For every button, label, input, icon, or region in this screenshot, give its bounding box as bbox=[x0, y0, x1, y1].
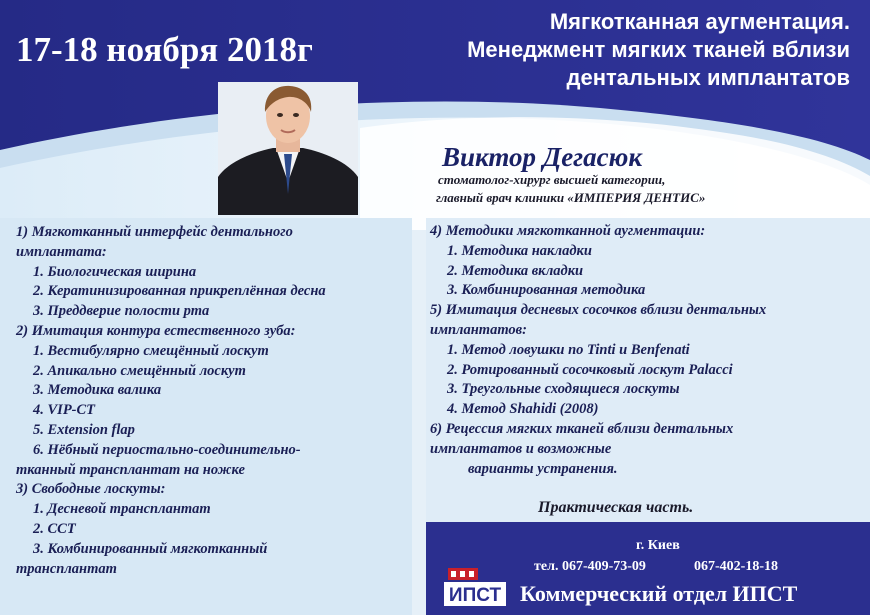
program-item: 2. Методика вкладки bbox=[447, 262, 584, 279]
program-item: варианты устранения. bbox=[468, 460, 618, 477]
program-item: 1) Мягкотканный интерфейс дентального bbox=[16, 224, 293, 240]
program-item: 6) Рецессия мягких тканей вблизи дентальных bbox=[430, 420, 734, 437]
contact-panel bbox=[426, 522, 870, 615]
program-item: 3. Методика валика bbox=[33, 382, 162, 399]
program-item: 2. CCT bbox=[33, 520, 76, 537]
contact-phone-1: тел. 067-409-73-09 bbox=[534, 559, 646, 574]
speaker-role-line: главный врач клиники «ИМПЕРИЯ ДЕНТИС» bbox=[436, 190, 706, 205]
program-item: трансплантат bbox=[16, 560, 117, 577]
program-item: имплантата: bbox=[16, 243, 107, 260]
speaker-photo bbox=[218, 82, 358, 215]
event-date: 17-18 ноября 2018г bbox=[16, 30, 313, 69]
program-item: 3. Комбинированная методика bbox=[447, 282, 646, 299]
program-item: 3) Свободные лоскуты: bbox=[16, 481, 166, 498]
program-item: имплантатов и возможные bbox=[430, 440, 612, 457]
speaker-name: Виктор Дегасюк bbox=[442, 142, 643, 172]
program-item: 2. Кератинизированная прикреплённая десна bbox=[33, 283, 326, 300]
title-line: Мягкотканная аугментация. bbox=[549, 9, 850, 34]
program-right bbox=[430, 222, 766, 479]
program-item: 1. Биологическая ширина bbox=[33, 263, 197, 280]
program-item: 1. Вестибулярно смещённый лоскут bbox=[33, 342, 269, 359]
logo-text: ИПСТ bbox=[448, 585, 502, 606]
program-item: 5. Extension flap bbox=[33, 421, 135, 438]
program-item: 4. VIP-CT bbox=[33, 402, 96, 419]
title-line: дентальных имплантатов bbox=[566, 65, 850, 90]
event-title bbox=[467, 8, 850, 92]
program-item: 1. Десневой трансплантат bbox=[33, 501, 211, 518]
practical-part-label: Практическая часть. bbox=[538, 499, 694, 516]
contact-city: г. Киев bbox=[636, 538, 680, 553]
ipst-logo-icon bbox=[440, 566, 512, 610]
contact-department: Коммерческий отдел ИПСТ bbox=[520, 581, 798, 606]
program-item: 1. Методика накладки bbox=[447, 242, 592, 259]
program-item: 4. Метод Shahidi (2008) bbox=[447, 401, 599, 418]
program-item: 2. Ротированный сосочковый лоскут Palacci bbox=[447, 361, 733, 378]
program-item: тканный трансплантат на ножке bbox=[16, 461, 245, 478]
program-item: 3. Преддверие полости рта bbox=[33, 303, 210, 320]
program-item: 6. Нёбный периостально-соединительно- bbox=[33, 441, 301, 458]
program-left bbox=[16, 223, 326, 579]
program-item: 3. Комбинированный мягкотканный bbox=[33, 540, 268, 557]
program-item: 4) Методики мягкотканной аугментации: bbox=[430, 223, 706, 239]
speaker-role-line: стоматолог-хирург высшей категории, bbox=[438, 172, 666, 187]
program-item: имплантатов: bbox=[430, 321, 527, 338]
title-line: Менеджмент мягких тканей вблизи bbox=[467, 37, 850, 62]
speaker-role bbox=[436, 171, 705, 207]
program-item: 5) Имитация десневых сосочков вблизи дентальных bbox=[430, 302, 767, 319]
program-item: 3. Треугольные сходящиеся лоскуты bbox=[447, 381, 680, 398]
program-item: 2) Имитация контура естественного зуба: bbox=[16, 322, 296, 339]
contact-phone-2: 067-402-18-18 bbox=[694, 559, 778, 574]
program-item: 2. Апикально смещённый лоскут bbox=[33, 362, 246, 379]
program-item: 1. Метод ловушки по Tinti и Benfenati bbox=[447, 341, 690, 358]
